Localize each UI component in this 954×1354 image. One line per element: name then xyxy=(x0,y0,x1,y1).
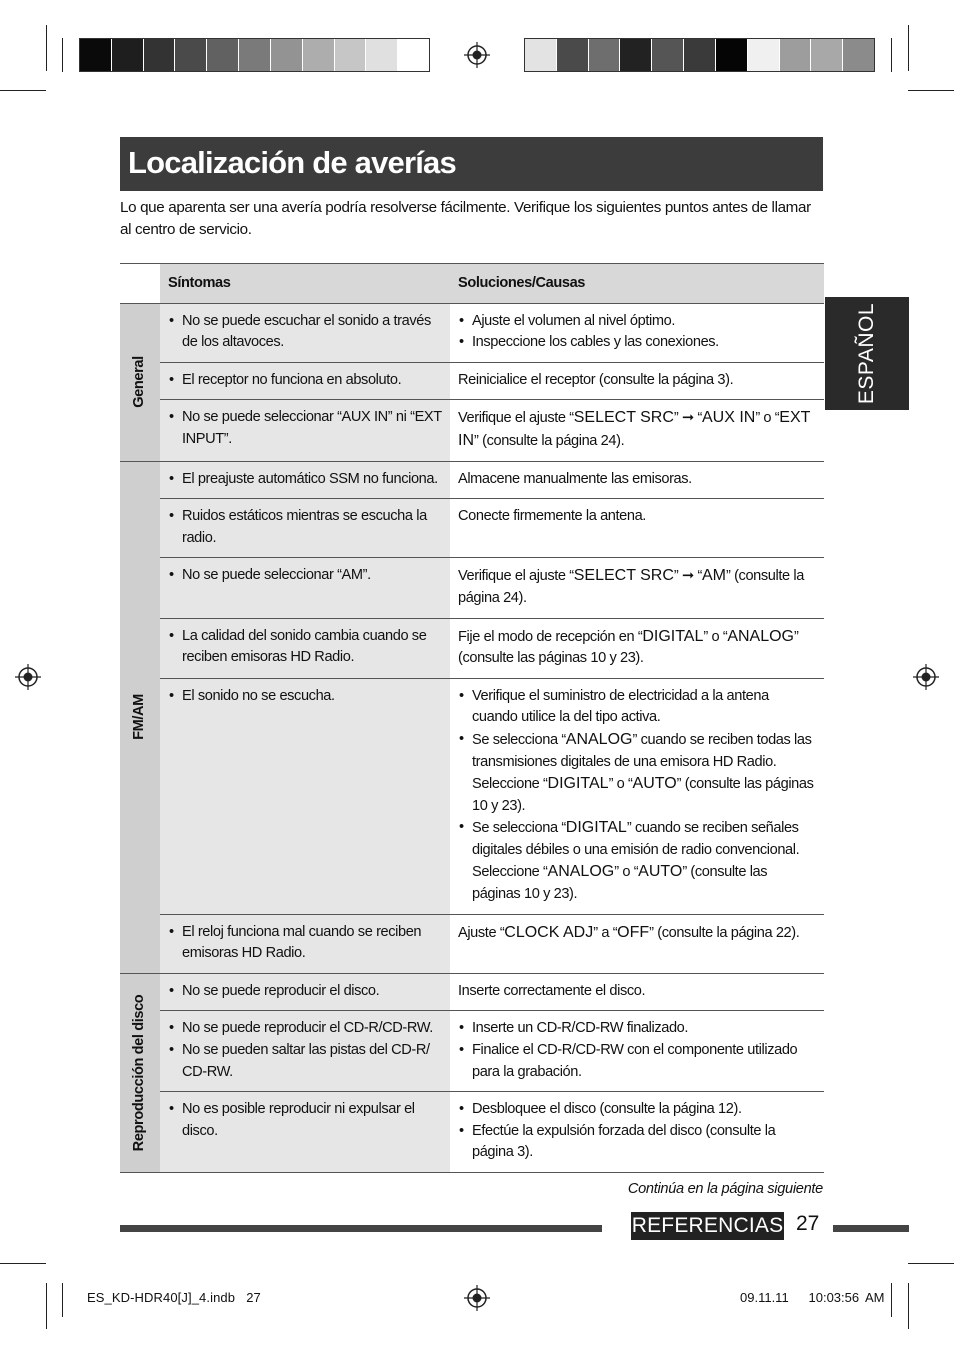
page-number: 27 xyxy=(796,1212,820,1235)
table-row xyxy=(120,303,824,362)
text-fragment: Verifique el ajuste “ xyxy=(458,410,574,427)
text-fragment: ” a “ xyxy=(593,924,618,941)
list-item: • Efectúe la expulsión forzada del disco (consulte la página 3). xyxy=(458,1121,816,1164)
display-text: DIGITAL xyxy=(642,627,704,645)
list-item: • El preajuste automático SSM no funciona. xyxy=(168,469,442,491)
text-fragment: ” ➞ “ xyxy=(673,410,702,427)
solution-cell xyxy=(450,1011,824,1092)
language-tab xyxy=(825,297,909,410)
table-row xyxy=(120,678,824,914)
list-item: • No se puede seleccionar “AUX IN” ni “EXT INPUT”. xyxy=(168,407,442,450)
display-text: SELECT SRC xyxy=(573,409,674,427)
crop-mark xyxy=(908,90,954,91)
display-text: CLOCK ADJ xyxy=(504,923,594,941)
text-fragment: Verifique el ajuste “ xyxy=(458,568,574,585)
page-title: Localización de averías xyxy=(128,145,456,180)
list-item: • El receptor no funciona en absoluto. xyxy=(168,370,442,392)
table-row xyxy=(120,1092,824,1173)
list-item: • Finalice el CD-R/CD-RW con el componente utilizado para la grabación. xyxy=(458,1040,816,1083)
list-item xyxy=(458,729,816,817)
solution-cell xyxy=(450,1092,824,1173)
display-text: DIGITAL xyxy=(565,819,627,837)
solution-cell xyxy=(450,400,824,461)
registration-mark-icon xyxy=(913,664,939,690)
text-fragment: Se selecciona “ xyxy=(472,731,566,748)
crop-mark xyxy=(62,1283,63,1317)
solution-cell xyxy=(450,914,824,973)
text-fragment: ” (consulte las páginas 10 y 23). xyxy=(472,776,814,814)
list-item: • Inserte un CD-R/CD-RW finalizado. xyxy=(458,1018,816,1040)
display-text: ANALOG xyxy=(565,730,633,748)
crop-mark xyxy=(908,1263,954,1264)
crop-mark xyxy=(908,1283,909,1329)
symptom-cell xyxy=(160,618,450,678)
text-fragment: ” cuando se reciben señales digitales débiles o una emisión de radio convencional. Seleccione “ xyxy=(472,820,800,881)
registration-mark-icon xyxy=(464,1285,490,1311)
solution-cell: Almacene manualmente las emisoras. xyxy=(450,461,824,499)
symptom-cell xyxy=(160,973,450,1011)
text-fragment: ” (consulte las páginas 10 y 23). xyxy=(458,628,799,667)
category-label: FM/AM xyxy=(131,694,148,741)
title-bar xyxy=(120,137,823,191)
solution-cell: Inserte correctamente el disco. xyxy=(450,973,824,1011)
crop-mark xyxy=(908,25,909,71)
text-fragment: Se selecciona “ xyxy=(472,820,566,837)
table-row xyxy=(120,558,824,618)
text-fragment: ” (consulte las páginas 10 y 23). xyxy=(472,864,768,903)
text-fragment: ” (consulte la página 24). xyxy=(458,568,804,606)
display-text: AUTO xyxy=(638,863,683,881)
solution-cell xyxy=(450,558,824,618)
text-fragment: ” o “ xyxy=(608,776,633,793)
table-row xyxy=(120,499,824,558)
list-item: • El sonido no se escucha. xyxy=(168,686,442,708)
category-label: Reproducción del disco xyxy=(131,994,148,1152)
display-text: SELECT SRC xyxy=(573,567,674,585)
crop-mark xyxy=(0,1263,46,1264)
category-fmam xyxy=(120,461,160,973)
list-item: • No se puede seleccionar “AM”. xyxy=(168,565,442,587)
text-fragment: Fije el modo de recepción en “ xyxy=(458,628,643,645)
table-row xyxy=(120,362,824,400)
color-calibration-strip-right xyxy=(524,38,875,72)
solution-cell: Reinicialice el receptor (consulte la página 3). xyxy=(450,362,824,400)
table-row xyxy=(120,1011,824,1092)
crop-mark xyxy=(46,25,47,71)
color-calibration-strip-left xyxy=(79,38,430,72)
table-row xyxy=(120,914,824,973)
text-fragment: ” o “ xyxy=(755,410,780,427)
intro-paragraph: Lo que aparenta ser una avería podría resolverse fácilmente. Verifique los siguientes puntos antes de llamar al centro de servicio. xyxy=(120,199,811,238)
list-item: • No se puede escuchar el sonido a través de los altavoces. xyxy=(168,311,442,354)
symptom-cell xyxy=(160,1011,450,1092)
solution-cell: Conecte firmemente la antena. xyxy=(450,499,824,558)
crop-mark xyxy=(891,38,892,72)
display-text: OFF xyxy=(617,923,650,941)
list-item xyxy=(458,817,816,905)
symptom-cell xyxy=(160,303,450,362)
language-tab-label: ESPAÑOL xyxy=(855,302,878,405)
symptom-cell xyxy=(160,461,450,499)
list-item: • Verifique el suministro de electricidad a la antena cuando utilice la del tipo activa. xyxy=(458,686,816,729)
section-label: REFERENCIAS xyxy=(631,1212,784,1240)
troubleshooting-table xyxy=(120,263,824,1173)
header-symptoms: Síntomas xyxy=(160,264,450,304)
print-slug-timestamp: 09.11.11 10:03:56 AM xyxy=(740,1290,885,1305)
display-text: DIGITAL xyxy=(547,775,609,793)
crop-mark xyxy=(0,90,46,91)
text-fragment: ” (consulte la página 22). xyxy=(649,924,800,941)
crop-mark xyxy=(62,38,63,72)
display-text: AUX IN xyxy=(701,409,756,427)
table-row xyxy=(120,461,824,499)
list-item: • No se puede reproducir el CD-R/CD-RW. xyxy=(168,1018,442,1040)
symptom-cell xyxy=(160,678,450,914)
solution-cell xyxy=(450,678,824,914)
text-fragment: ” cuando se reciben todas las transmisiones digitales de una emisora HD Radio. Seleccione “ xyxy=(472,731,812,793)
list-item: • No se puede reproducir el disco. xyxy=(168,981,442,1003)
symptom-cell xyxy=(160,499,450,558)
list-item: • La calidad del sonido cambia cuando se reciben emisoras HD Radio. xyxy=(168,626,442,669)
symptom-cell xyxy=(160,400,450,461)
list-item: • Inspeccione los cables y las conexiones. xyxy=(458,332,816,354)
list-item: • El reloj funciona mal cuando se reciben emisoras HD Radio. xyxy=(168,922,442,965)
category-label: General xyxy=(131,356,148,408)
symptom-cell xyxy=(160,914,450,973)
header-solutions: Soluciones/Causas xyxy=(450,264,824,304)
text-fragment: ” ➞ “ xyxy=(673,568,702,585)
solution-cell xyxy=(450,303,824,362)
registration-mark-icon xyxy=(15,664,41,690)
text-fragment: ” (consulte la página 24). xyxy=(474,432,625,449)
category-general xyxy=(120,303,160,461)
solution-cell xyxy=(450,618,824,678)
table-row xyxy=(120,973,824,1011)
table-header-row xyxy=(120,264,824,304)
symptom-cell xyxy=(160,1092,450,1173)
header-blank-cell xyxy=(120,264,160,304)
print-slug-file: ES_KD-HDR40[J]_4.indb 27 xyxy=(87,1290,261,1305)
category-disc xyxy=(120,973,160,1172)
list-item: • Ruidos estáticos mientras se escucha la radio. xyxy=(168,506,442,549)
text-fragment: ” o “ xyxy=(703,628,728,645)
list-item: • No es posible reproducir ni expulsar el disco. xyxy=(168,1099,442,1142)
text-fragment: Ajuste “ xyxy=(458,924,505,941)
table-row xyxy=(120,400,824,461)
display-text: ANALOG xyxy=(727,627,794,645)
symptom-cell xyxy=(160,362,450,400)
crop-mark xyxy=(891,1283,892,1317)
continue-note: Continúa en la página siguiente xyxy=(627,1181,823,1197)
registration-mark-icon xyxy=(464,42,490,68)
text-fragment: ” o “ xyxy=(614,864,639,881)
display-text: AM xyxy=(701,567,726,585)
list-item: • Ajuste el volumen al nivel óptimo. xyxy=(458,311,816,333)
table-row xyxy=(120,618,824,678)
footer-rule xyxy=(120,1225,602,1232)
list-item: • No se pueden saltar las pistas del CD-R/ CD-RW. xyxy=(168,1040,442,1083)
display-text: EXT IN xyxy=(458,409,811,449)
list-item: • Desbloquee el disco (consulte la página 12). xyxy=(458,1099,816,1121)
footer-rule xyxy=(833,1225,909,1232)
symptom-cell xyxy=(160,558,450,618)
display-text: ANALOG xyxy=(547,863,615,881)
crop-mark xyxy=(46,1283,47,1329)
display-text: AUTO xyxy=(632,775,677,793)
